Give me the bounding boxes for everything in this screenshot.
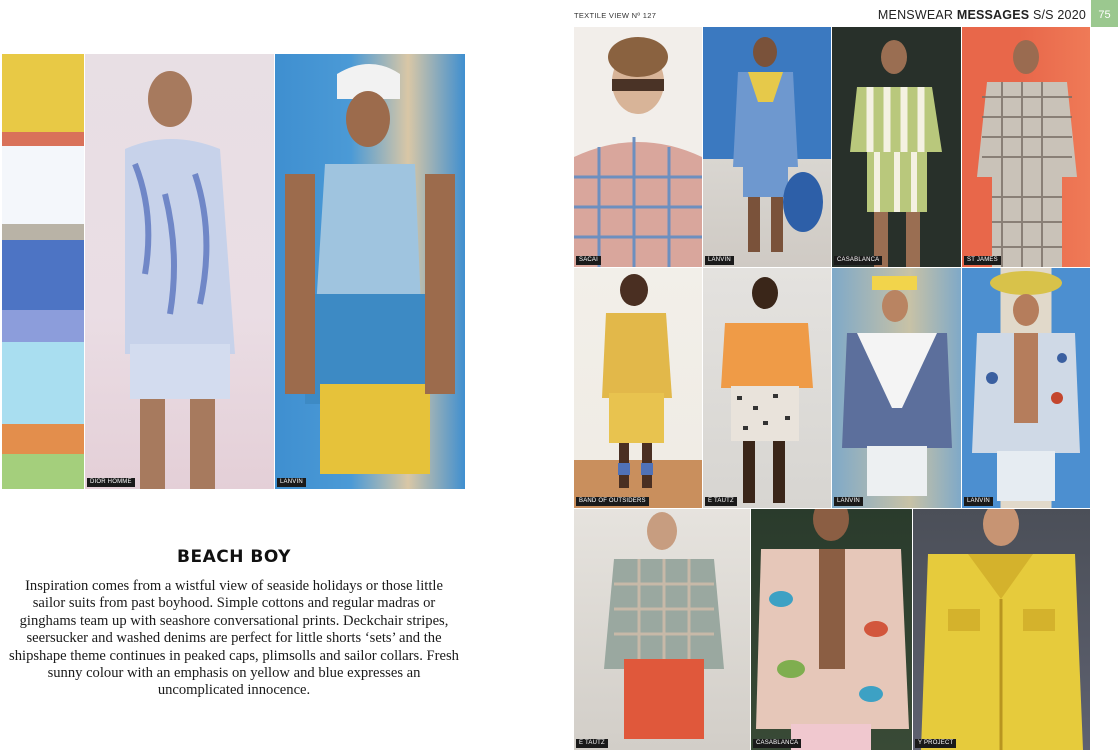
photo-credit: LANVIN <box>964 497 993 506</box>
swatch-stone <box>2 224 84 240</box>
model-figure <box>962 268 1090 508</box>
model-figure <box>751 509 912 750</box>
section-prefix: MENSWEAR <box>877 8 954 22</box>
swatch-sky <box>2 342 84 424</box>
magazine-issue-label: TEXTILE VIEW Nº 127 <box>574 11 657 20</box>
article-body: Inspiration comes from a wistful view of seaside holidays or those little sailor suits from past boyhood. Simple cottons and regular madras or ginghams team up with seashore conversational prints. Deckchair stripes, seersucker and washed denims are perfect for little shorts ‘sets’ and the shipshape theme continues in peaked caps, plimsolls and sailor collars. Fresh sunny colour with an emphasis on yellow and blue expresses an uncomplicated innocence. <box>9 578 459 699</box>
photo-credit: LANVIN <box>834 497 863 506</box>
runway-photo-dior-homme <box>85 54 274 489</box>
photo-credit: E TAUTZ <box>705 497 737 506</box>
swatch-white <box>2 146 84 224</box>
model-figure <box>574 268 702 508</box>
runway-photo-lanvin <box>275 54 465 489</box>
runway-photo-lanvin-1 <box>703 27 831 267</box>
runway-photo-lanvin-2 <box>832 268 961 508</box>
photo-credit: LANVIN <box>277 478 306 487</box>
page-number: 75 <box>1091 0 1118 27</box>
runway-photo-casablanca <box>832 27 961 267</box>
photo-credit: BAND OF OUTSIDERS <box>576 497 649 506</box>
runway-photo-e-tautz <box>703 268 831 508</box>
photo-credit: ST JAMES <box>964 256 1001 265</box>
model-figure <box>703 27 831 267</box>
model-figure <box>913 509 1090 750</box>
section-title: MESSAGES <box>956 8 1030 22</box>
swatch-periwinkle <box>2 310 84 342</box>
model-figure <box>962 27 1090 267</box>
photo-credit: CASABLANCA <box>834 256 882 265</box>
runway-photo-casablanca-2 <box>751 509 912 750</box>
model-figure <box>275 54 465 489</box>
model-figure <box>574 27 702 267</box>
article-title: BEACH BOY <box>177 547 291 567</box>
runway-photo-st-james <box>962 27 1090 267</box>
swatch-yellow <box>2 54 84 132</box>
swatch-blue <box>2 240 84 310</box>
model-figure <box>832 268 961 508</box>
photo-credit: DIOR HOMME <box>87 478 135 487</box>
swatch-coral <box>2 132 84 146</box>
runway-photo-y-project <box>913 509 1090 750</box>
photo-credit: SACAI <box>576 256 601 265</box>
photo-credit: CASABLANCA <box>753 739 801 748</box>
photo-credit: E TAUTZ <box>576 739 608 748</box>
model-figure <box>703 268 831 508</box>
runway-photo-lanvin-3 <box>962 268 1090 508</box>
model-figure <box>85 54 274 489</box>
model-figure <box>574 509 750 750</box>
photo-credit: Y PROJECT <box>915 739 956 748</box>
runway-photo-e-tautz-2 <box>574 509 750 750</box>
season-label: S/S 2020 <box>1032 8 1086 22</box>
swatch-orange <box>2 424 84 454</box>
section-header <box>878 8 1086 22</box>
photo-credit: LANVIN <box>705 256 734 265</box>
swatch-green <box>2 454 84 489</box>
runway-photo-band-of-outsiders <box>574 268 702 508</box>
runway-photo-sacai <box>574 27 702 267</box>
model-figure <box>832 27 961 267</box>
